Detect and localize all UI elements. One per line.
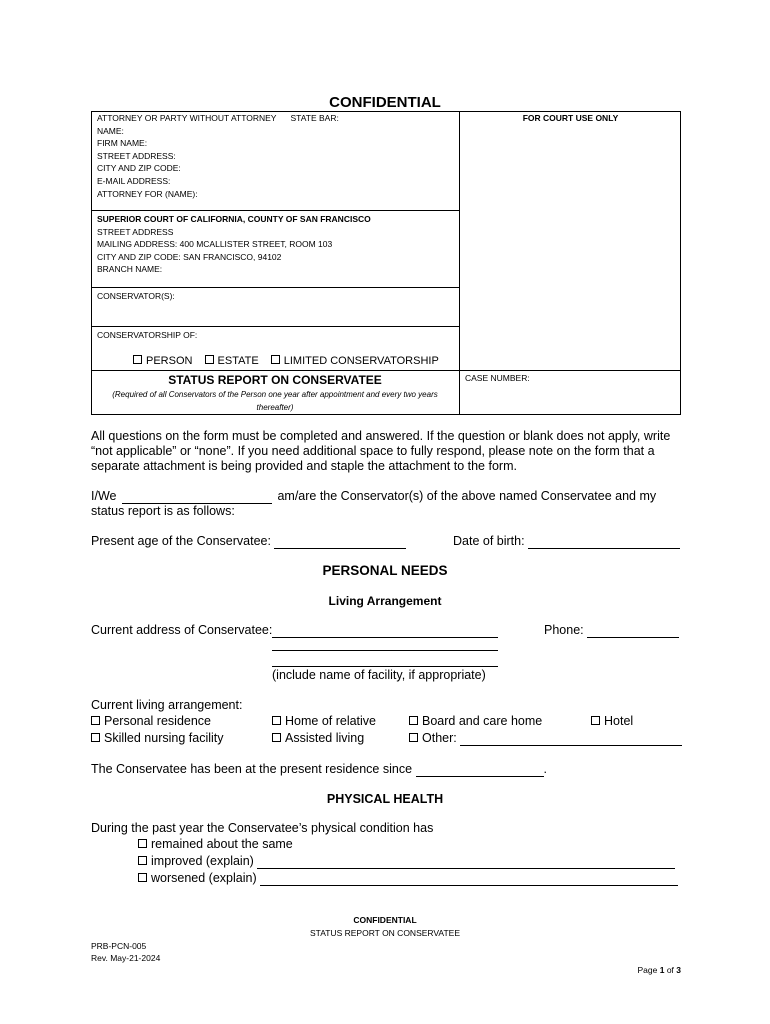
checkbox-icon bbox=[272, 716, 281, 725]
option-remained[interactable] bbox=[138, 837, 293, 852]
form-title: STATUS REPORT ON CONSERVATEE bbox=[168, 373, 382, 387]
address-row bbox=[91, 623, 498, 638]
court-title: SUPERIOR COURT OF CALIFORNIA, COUNTY OF SAN FRANCISCO bbox=[97, 214, 371, 224]
option-label: remained about the same bbox=[151, 837, 293, 851]
instructions: All questions on the form must be completed and answered. If the question or blank does not apply, write “not applicable” or “none”. If you need additional space to fully respond, please note on the form that a separate attachment is being provided and staple the attachment to the form. bbox=[91, 429, 671, 473]
rule bbox=[91, 287, 459, 288]
court-use-label: FOR COURT USE ONLY bbox=[522, 113, 619, 123]
living-label: Current living arrangement: bbox=[91, 698, 243, 712]
phone-row bbox=[544, 623, 679, 638]
option-improved[interactable] bbox=[138, 854, 675, 869]
page-number bbox=[638, 965, 682, 975]
footer-form-id bbox=[91, 940, 160, 964]
rule bbox=[91, 210, 459, 211]
footer-confidential: CONFIDENTIAL bbox=[353, 915, 417, 925]
rule bbox=[91, 326, 459, 327]
option-label: Skilled nursing facility bbox=[104, 731, 224, 745]
option-label: improved (explain) bbox=[151, 854, 254, 868]
form-id: PRB-PCN-005 bbox=[91, 941, 147, 951]
living-arrangement-heading: Living Arrangement bbox=[328, 594, 442, 608]
address-label: Current address of Conservatee: bbox=[91, 623, 273, 637]
option-limited-label: LIMITED CONSERVATORSHIP bbox=[283, 355, 439, 367]
checkbox-estate[interactable] bbox=[205, 355, 259, 367]
attorney-label: ATTORNEY OR PARTY WITHOUT ATTORNEY bbox=[97, 113, 277, 123]
age-field[interactable] bbox=[274, 535, 406, 549]
conservators-label: CONSERVATOR(S): bbox=[97, 291, 175, 301]
state-bar-label: STATE BAR: bbox=[290, 113, 339, 123]
conservatorship-of-label: CONSERVATORSHIP OF: bbox=[97, 330, 198, 340]
street-address-label: STREET ADDRESS: bbox=[97, 150, 176, 161]
iwe-line bbox=[91, 489, 691, 504]
option-assisted-living[interactable] bbox=[272, 731, 364, 746]
residence-period: . bbox=[543, 762, 548, 776]
court-city: CITY AND ZIP CODE: SAN FRANCISCO, 94102 bbox=[97, 251, 282, 262]
checkbox-icon bbox=[91, 716, 100, 725]
checkbox-icon bbox=[133, 355, 142, 364]
option-hotel[interactable] bbox=[591, 714, 633, 729]
iwe-prefix: I/We bbox=[91, 489, 117, 503]
option-label: Hotel bbox=[604, 714, 634, 728]
attorney-for-label: ATTORNEY FOR (NAME): bbox=[97, 188, 198, 199]
physical-question: During the past year the Conservatee’s physical condition has bbox=[91, 821, 434, 835]
option-label: Personal residence bbox=[104, 714, 212, 728]
iwe-suffix: am/are the Conservator(s) of the above named Conservatee and my bbox=[277, 489, 657, 503]
option-other[interactable] bbox=[409, 731, 682, 746]
page-num: 1 bbox=[659, 965, 665, 975]
residence-since-row bbox=[91, 762, 547, 777]
name-label: NAME: bbox=[97, 125, 124, 136]
form-note: (Required of all Conservators of the Person one year after appointment and every two years thereafter) bbox=[112, 390, 438, 412]
rule bbox=[91, 370, 681, 371]
address-field-1[interactable] bbox=[272, 624, 498, 638]
age-row bbox=[91, 534, 406, 549]
checkbox-icon bbox=[138, 873, 147, 882]
checkbox-icon bbox=[409, 733, 418, 742]
facility-note: (include name of facility, if appropriate) bbox=[272, 668, 486, 682]
option-home-of-relative[interactable] bbox=[272, 714, 376, 729]
option-estate-label: ESTATE bbox=[217, 355, 259, 367]
residence-since-label: The Conservatee has been at the present residence since bbox=[91, 762, 413, 776]
page-of: of bbox=[664, 965, 677, 975]
case-number-label: CASE NUMBER: bbox=[465, 373, 530, 383]
page-prefix: Page bbox=[637, 965, 660, 975]
attorney-block bbox=[97, 112, 457, 200]
option-personal-residence[interactable] bbox=[91, 714, 211, 729]
checkbox-icon bbox=[272, 733, 281, 742]
checkbox-icon bbox=[138, 839, 147, 848]
dob-field[interactable] bbox=[528, 535, 680, 549]
option-worsened[interactable] bbox=[138, 871, 678, 886]
checkbox-icon bbox=[91, 733, 100, 742]
dob-row bbox=[453, 534, 680, 549]
address-field-2[interactable] bbox=[272, 650, 498, 651]
conservator-names-field[interactable] bbox=[122, 490, 272, 504]
checkbox-limited[interactable] bbox=[271, 355, 439, 367]
page-total: 3 bbox=[676, 965, 681, 975]
option-label: worsened (explain) bbox=[151, 871, 257, 885]
firm-name-label: FIRM NAME: bbox=[97, 138, 148, 149]
checkbox-icon bbox=[409, 716, 418, 725]
worsened-explain-field[interactable] bbox=[260, 872, 678, 886]
option-label: Home of relative bbox=[285, 714, 377, 728]
checkbox-icon bbox=[271, 355, 280, 364]
email-label: E-MAIL ADDRESS: bbox=[97, 175, 171, 186]
dob-label: Date of birth: bbox=[453, 534, 525, 548]
personal-needs-heading: PERSONAL NEEDS bbox=[322, 563, 448, 578]
court-block bbox=[97, 213, 457, 276]
address-field-3[interactable] bbox=[272, 666, 498, 667]
conservatorship-type-options bbox=[133, 355, 439, 367]
option-person-label: PERSON bbox=[146, 355, 193, 367]
iwe-line2: status report is as follows: bbox=[91, 504, 235, 518]
option-label: Board and care home bbox=[422, 714, 543, 728]
revision-date: Rev. May-21-2024 bbox=[91, 953, 161, 963]
option-board-and-care[interactable] bbox=[409, 714, 542, 729]
other-field[interactable] bbox=[460, 732, 682, 746]
option-skilled-nursing[interactable] bbox=[91, 731, 224, 746]
physical-health-heading: PHYSICAL HEALTH bbox=[326, 792, 444, 806]
option-label: Other: bbox=[422, 731, 457, 745]
option-label: Assisted living bbox=[285, 731, 365, 745]
court-branch: BRANCH NAME: bbox=[97, 264, 163, 275]
court-street: STREET ADDRESS bbox=[97, 226, 174, 237]
court-mailing: MAILING ADDRESS: 400 MCALLISTER STREET, ROOM 103 bbox=[97, 239, 333, 250]
phone-field[interactable] bbox=[587, 624, 679, 638]
page-header-confidential: CONFIDENTIAL bbox=[329, 94, 441, 111]
checkbox-icon bbox=[205, 355, 214, 364]
phone-label: Phone: bbox=[544, 623, 584, 637]
checkbox-icon bbox=[591, 716, 600, 725]
residence-since-field[interactable] bbox=[416, 763, 544, 777]
age-label: Present age of the Conservatee: bbox=[91, 534, 271, 548]
checkbox-person[interactable] bbox=[133, 355, 192, 367]
city-zip-label: CITY AND ZIP CODE: bbox=[97, 163, 181, 174]
footer-subtitle: STATUS REPORT ON CONSERVATEE bbox=[309, 928, 461, 938]
checkbox-icon bbox=[138, 856, 147, 865]
improved-explain-field[interactable] bbox=[257, 855, 675, 869]
